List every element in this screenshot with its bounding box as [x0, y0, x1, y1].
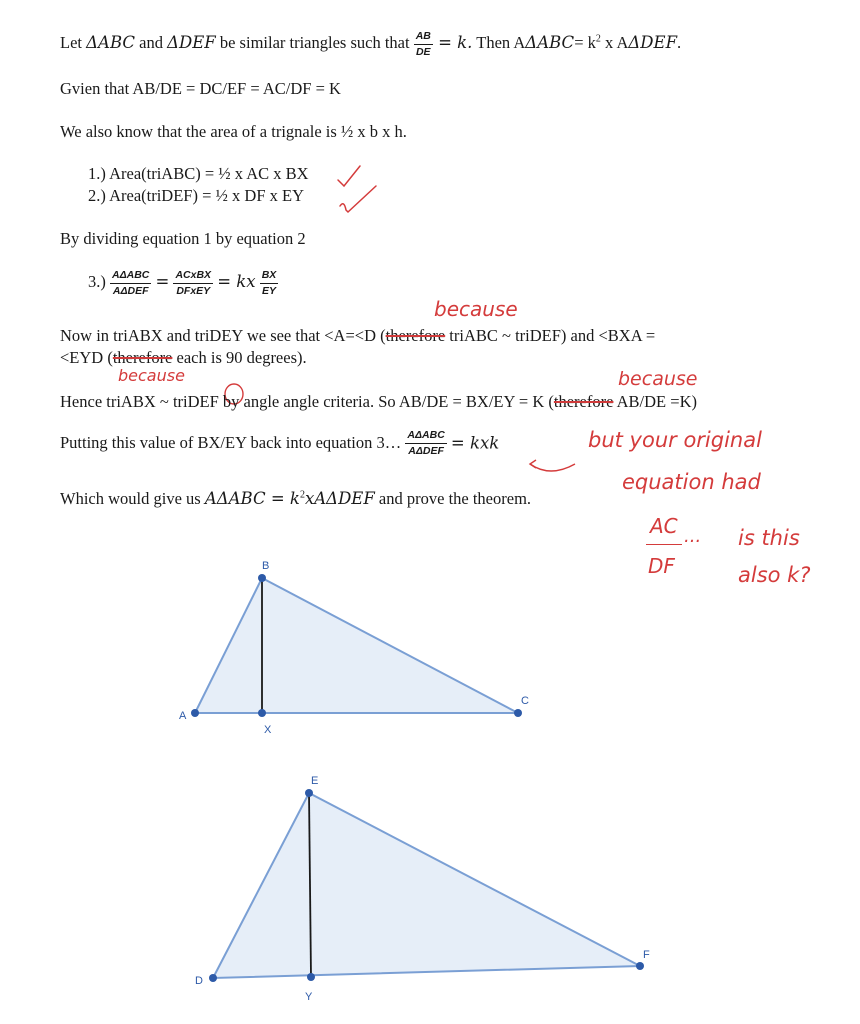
- intro-mid: be similar triangles such that: [215, 32, 414, 52]
- comment-frac-bar: [646, 544, 682, 545]
- intro-eq-k: = k.: [432, 32, 473, 52]
- para-text: AB/DE =K): [613, 392, 697, 411]
- label-d: D: [195, 975, 203, 987]
- intro-tail-tri: ΔDEF: [628, 32, 678, 52]
- label-a: A: [179, 710, 187, 722]
- frac-den: EY: [260, 283, 279, 297]
- intro-then: Then A: [472, 32, 526, 52]
- intro-and: and: [135, 32, 168, 52]
- frac-den: DFxEY: [173, 283, 213, 297]
- frac-num: AΔABC: [112, 269, 150, 281]
- point-e: [305, 789, 313, 797]
- intro-lead: Let: [60, 32, 87, 52]
- handwritten-because-3: because: [618, 368, 698, 390]
- frac-den: AΔDEF: [110, 283, 151, 297]
- comment-line-1: but your original: [588, 428, 762, 452]
- label-c: C: [521, 695, 529, 707]
- which-math2: xAΔDEF: [304, 489, 375, 508]
- putting-rhs: = kxk: [450, 433, 500, 453]
- area-line: We also know that the area of a trignale is ½ x b x h.: [60, 122, 407, 141]
- comment-line-2: equation had: [622, 470, 761, 494]
- point-y: [307, 973, 315, 981]
- triangle-abc-figure: [170, 555, 540, 740]
- comment-frac-den: DF: [648, 554, 675, 578]
- list-text: Area(triDEF) = ½ x DF x EY: [109, 186, 304, 205]
- comment-dots: ...: [684, 526, 702, 547]
- para-now-line1: [60, 326, 655, 346]
- intro-tail: x A: [600, 32, 629, 52]
- frac-num: ACxBX: [175, 269, 212, 281]
- which-math: AΔABC = k: [204, 489, 300, 508]
- putting-line: [60, 430, 499, 456]
- arrow-icon: [520, 456, 580, 476]
- para-text: triABC ~ triDEF) and <BXA =: [445, 326, 656, 345]
- label-e: E: [311, 775, 319, 787]
- which-sup: 2: [299, 489, 305, 501]
- putting-frac: [405, 430, 446, 456]
- label-y: Y: [305, 991, 313, 1003]
- para-text: Putting this value of BX/EY back into equation 3…: [60, 433, 402, 452]
- equation-3: 3.) $\frac{\text{AΔABC}}{\text{AΔDEF}}$ = $\frac{\text{ACxBX}}{\text{DFxEY}}$ = kx $\frac{BX}{EY}$: [88, 269, 277, 297]
- para-text: each is 90 degrees).: [172, 348, 307, 367]
- label-x: X: [264, 724, 272, 736]
- struck-word: therefore: [385, 326, 446, 345]
- dividing-line: By dividing equation 1 by equation 2: [60, 229, 306, 248]
- intro-eq: = k: [574, 32, 596, 52]
- list-item-1: [88, 164, 309, 184]
- triangle-abc: [195, 578, 518, 713]
- para-now-line2: [60, 348, 307, 368]
- intro-fraction: [414, 31, 433, 57]
- list-text: Area(triABC) = ½ x AC x BX: [109, 164, 309, 183]
- eq3-num: 3.): [88, 271, 106, 291]
- intro-line: [60, 31, 681, 57]
- triangle-def: [213, 793, 640, 978]
- intro-tri1: ΔABC: [86, 32, 136, 52]
- eq3-frac2: [173, 270, 213, 296]
- para-text: Now in triABX and triDEY we see that <A=<D (: [60, 326, 386, 345]
- label-b: B: [262, 560, 270, 572]
- intro-then-tri: ΔABC: [525, 32, 575, 52]
- handwritten-because-2: because: [118, 366, 185, 385]
- struck-word: therefore: [553, 392, 614, 411]
- para-text: Which would give us: [60, 489, 205, 508]
- frac-num: AΔABC: [407, 429, 445, 441]
- list-num: 2.): [88, 186, 106, 205]
- comment-q1: is this: [738, 526, 800, 550]
- point-x: [258, 709, 266, 717]
- comment-q2: also k?: [738, 563, 811, 587]
- label-f: F: [643, 949, 650, 961]
- intro-sup: 2: [595, 33, 601, 45]
- para-text: <EYD (: [60, 348, 113, 367]
- intro-tri2: ΔDEF: [167, 32, 216, 52]
- check-mark-icon: [338, 182, 380, 216]
- list-item-2: [88, 186, 304, 206]
- para-text: Hence triABX ~ triDEF by angle angle criteria. So AB/DE = BX/EY = K (: [60, 392, 554, 411]
- point-c: [514, 709, 522, 717]
- point-f: [636, 962, 644, 970]
- struck-word: therefore: [112, 348, 173, 367]
- frac-num: BX: [261, 269, 277, 281]
- intro-period: .: [677, 32, 682, 52]
- triangle-def-figure: [185, 770, 665, 1010]
- frac-den: DE: [414, 44, 433, 58]
- comment-frac-num: AC: [650, 514, 678, 538]
- which-line: [60, 489, 531, 509]
- handwritten-because-1: because: [434, 297, 518, 321]
- eq3-kx: = kx: [217, 271, 256, 291]
- hence-line: [60, 392, 697, 412]
- point-d: [209, 974, 217, 982]
- eq3-frac1: [110, 270, 151, 296]
- frac-num: AB: [415, 30, 431, 42]
- list-num: 1.): [88, 164, 106, 183]
- eq3-frac3: [260, 270, 279, 296]
- frac-den: AΔDEF: [405, 443, 446, 457]
- point-a: [191, 709, 199, 717]
- point-b: [258, 574, 266, 582]
- para-text: and prove the theorem.: [374, 489, 532, 508]
- given-line: Gvien that AB/DE = DC/EF = AC/DF = K: [60, 79, 341, 98]
